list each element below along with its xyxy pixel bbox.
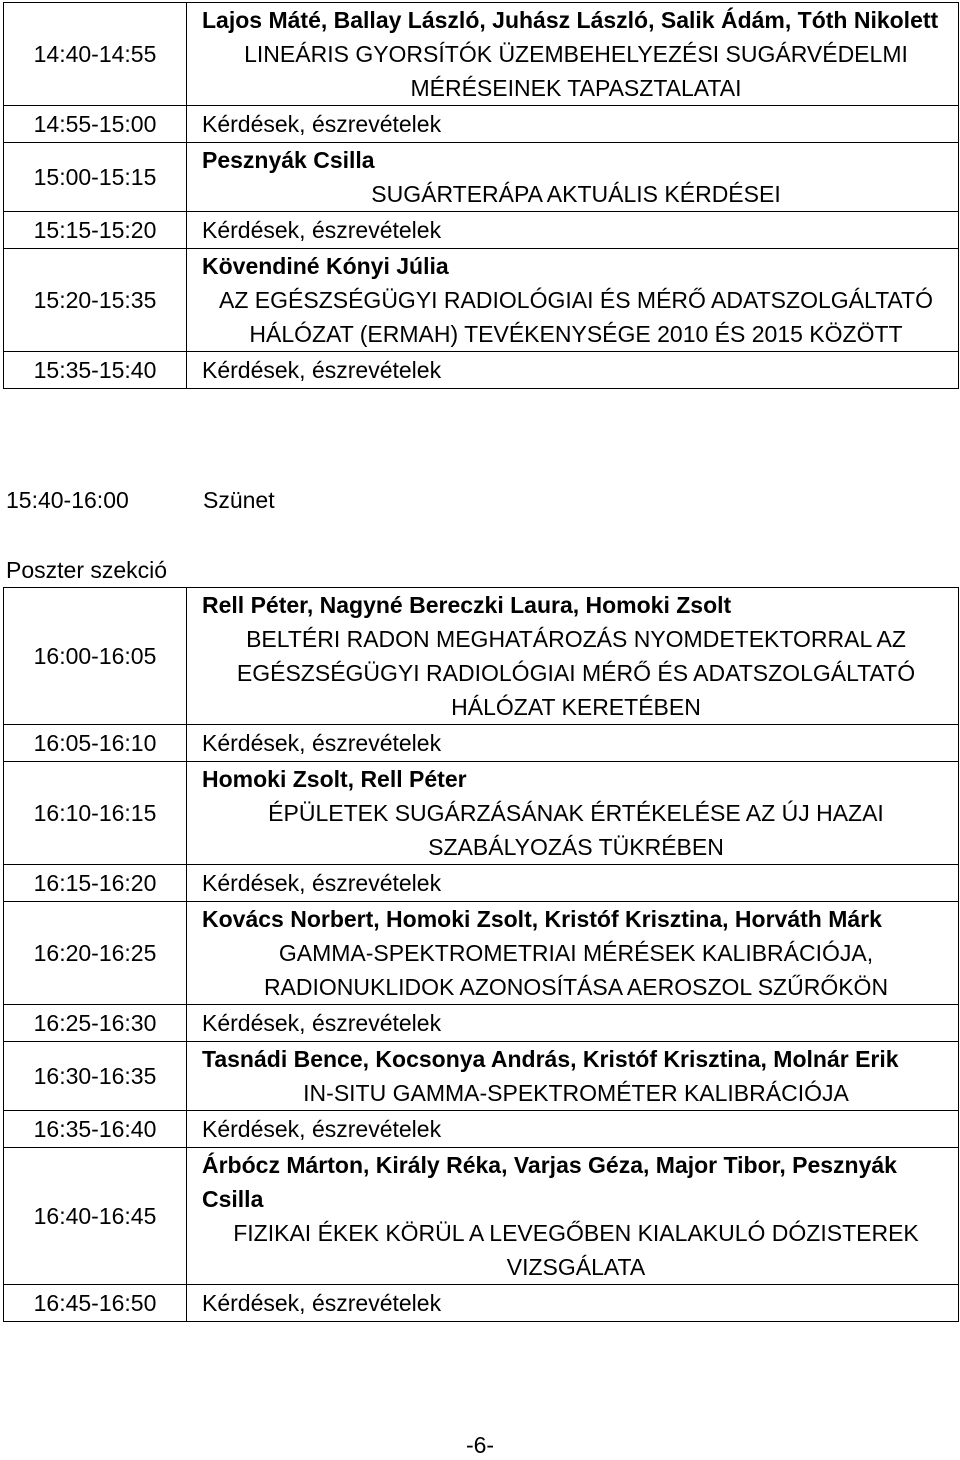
- schedule-row: [4, 106, 959, 143]
- talk-title-line: VIZSGÁLATA: [506, 1254, 646, 1280]
- schedule-row: [4, 588, 959, 725]
- session-content: [187, 249, 959, 352]
- schedule-row: [4, 3, 959, 106]
- presenter-names: Lajos Máté, Ballay László, Juhász László, Salik Ádám, Tóth Nikolett: [202, 7, 939, 33]
- session-content: [187, 212, 959, 249]
- time-slot: 15:20-15:35: [4, 249, 187, 352]
- schedule-table-2: [3, 587, 959, 1322]
- schedule-row: [4, 1148, 959, 1285]
- questions-label: Kérdések, észrevételek: [202, 217, 442, 243]
- session-content: [187, 725, 959, 762]
- talk-title-line: HÁLÓZAT (ERMAH) TEVÉKENYSÉGE 2010 ÉS 2015 KÖZÖTT: [249, 321, 903, 347]
- schedule-table-1: [3, 2, 959, 389]
- schedule-row: [4, 1285, 959, 1322]
- time-slot: 16:00-16:05: [4, 588, 187, 725]
- schedule-row: [4, 865, 959, 902]
- session-content: [187, 1148, 959, 1285]
- session-content: [187, 588, 959, 725]
- schedule-row: [4, 1042, 959, 1111]
- presenter-names: Tasnádi Bence, Kocsonya András, Kristóf Krisztina, Molnár Erik: [202, 1046, 899, 1072]
- schedule-row: [4, 762, 959, 865]
- break-time: 15:40-16:00: [6, 487, 129, 513]
- time-slot: 16:10-16:15: [4, 762, 187, 865]
- presenter-names: Árbócz Márton, Király Réka, Varjas Géza, Major Tibor, Pesznyák Csilla: [202, 1152, 897, 1212]
- session-content: [187, 3, 959, 106]
- schedule-row: [4, 352, 959, 389]
- schedule-row: [4, 212, 959, 249]
- questions-label: Kérdések, észrevételek: [202, 870, 442, 896]
- talk-title-line: ÉPÜLETEK SUGÁRZÁSÁNAK ÉRTÉKELÉSE AZ ÚJ HAZAI: [268, 800, 884, 826]
- session-content: [187, 1042, 959, 1111]
- session-content: [187, 1285, 959, 1322]
- schedule-row: [4, 902, 959, 1005]
- schedule-row: [4, 143, 959, 212]
- questions-label: Kérdések, észrevételek: [202, 1010, 442, 1036]
- presenter-names: Pesznyák Csilla: [202, 147, 375, 173]
- talk-title-line: SUGÁRTERÁPA AKTUÁLIS KÉRDÉSEI: [371, 181, 781, 207]
- session-content: [187, 1111, 959, 1148]
- presenter-names: Rell Péter, Nagyné Bereczki Laura, Homoki Zsolt: [202, 592, 732, 618]
- schedule-row: [4, 1005, 959, 1042]
- presenter-names: Homoki Zsolt, Rell Péter: [202, 766, 467, 792]
- talk-title-line: BELTÉRI RADON MEGHATÁROZÁS NYOMDETEKTORRAL AZ: [246, 626, 906, 652]
- time-slot: 15:00-15:15: [4, 143, 187, 212]
- schedule-row: [4, 1111, 959, 1148]
- time-slot: 16:15-16:20: [4, 865, 187, 902]
- poster-section-heading: Poszter szekció: [6, 557, 168, 583]
- page-number: -6-: [465, 1432, 495, 1458]
- session-content: [187, 143, 959, 212]
- questions-label: Kérdések, észrevételek: [202, 111, 442, 137]
- session-content: [187, 865, 959, 902]
- talk-title-line: RADIONUKLIDOK AZONOSÍTÁSA AEROSZOL SZŰRŐKÖN: [263, 974, 889, 1000]
- time-slot: 16:20-16:25: [4, 902, 187, 1005]
- talk-title-line: HÁLÓZAT KERETÉBEN: [451, 694, 701, 720]
- questions-label: Kérdések, észrevételek: [202, 1290, 442, 1316]
- time-slot: 16:45-16:50: [4, 1285, 187, 1322]
- talk-title-line: LINEÁRIS GYORSÍTÓK ÜZEMBEHELYEZÉSI SUGÁRVÉDELMI: [244, 41, 908, 67]
- schedule-row: [4, 725, 959, 762]
- talk-title-line: GAMMA-SPEKTROMETRIAI MÉRÉSEK KALIBRÁCIÓJA,: [278, 940, 874, 966]
- session-content: [187, 106, 959, 143]
- time-slot: 14:55-15:00: [4, 106, 187, 143]
- time-slot: 16:05-16:10: [4, 725, 187, 762]
- session-content: [187, 1005, 959, 1042]
- time-slot: 16:40-16:45: [4, 1148, 187, 1285]
- talk-title-line: IN-SITU GAMMA-SPEKTROMÉTER KALIBRÁCIÓJA: [303, 1080, 849, 1106]
- questions-label: Kérdések, észrevételek: [202, 1116, 442, 1142]
- presenter-names: Kövendiné Kónyi Júlia: [202, 253, 449, 279]
- session-content: [187, 352, 959, 389]
- talk-title-line: MÉRÉSEINEK TAPASZTALATAI: [410, 75, 742, 101]
- questions-label: Kérdések, észrevételek: [202, 730, 442, 756]
- session-content: [187, 762, 959, 865]
- time-slot: 14:40-14:55: [4, 3, 187, 106]
- time-slot: 15:15-15:20: [4, 212, 187, 249]
- session-content: [187, 902, 959, 1005]
- break-label: Szünet: [203, 487, 275, 513]
- talk-title-line: SZABÁLYOZÁS TÜKRÉBEN: [428, 834, 724, 860]
- talk-title-line: AZ EGÉSZSÉGÜGYI RADIOLÓGIAI ÉS MÉRŐ ADATSZOLGÁLTATÓ: [219, 287, 933, 313]
- talk-title-line: EGÉSZSÉGÜGYI RADIOLÓGIAI MÉRŐ ÉS ADATSZOLGÁLTATÓ: [236, 660, 916, 686]
- time-slot: 16:35-16:40: [4, 1111, 187, 1148]
- questions-label: Kérdések, észrevételek: [202, 357, 442, 383]
- time-slot: 15:35-15:40: [4, 352, 187, 389]
- presenter-names: Kovács Norbert, Homoki Zsolt, Kristóf Krisztina, Horváth Márk: [202, 906, 882, 932]
- time-slot: 16:25-16:30: [4, 1005, 187, 1042]
- talk-title-line: FIZIKAI ÉKEK KÖRÜL A LEVEGŐBEN KIALAKULÓ DÓZISTEREK: [233, 1220, 919, 1246]
- schedule-row: [4, 249, 959, 352]
- time-slot: 16:30-16:35: [4, 1042, 187, 1111]
